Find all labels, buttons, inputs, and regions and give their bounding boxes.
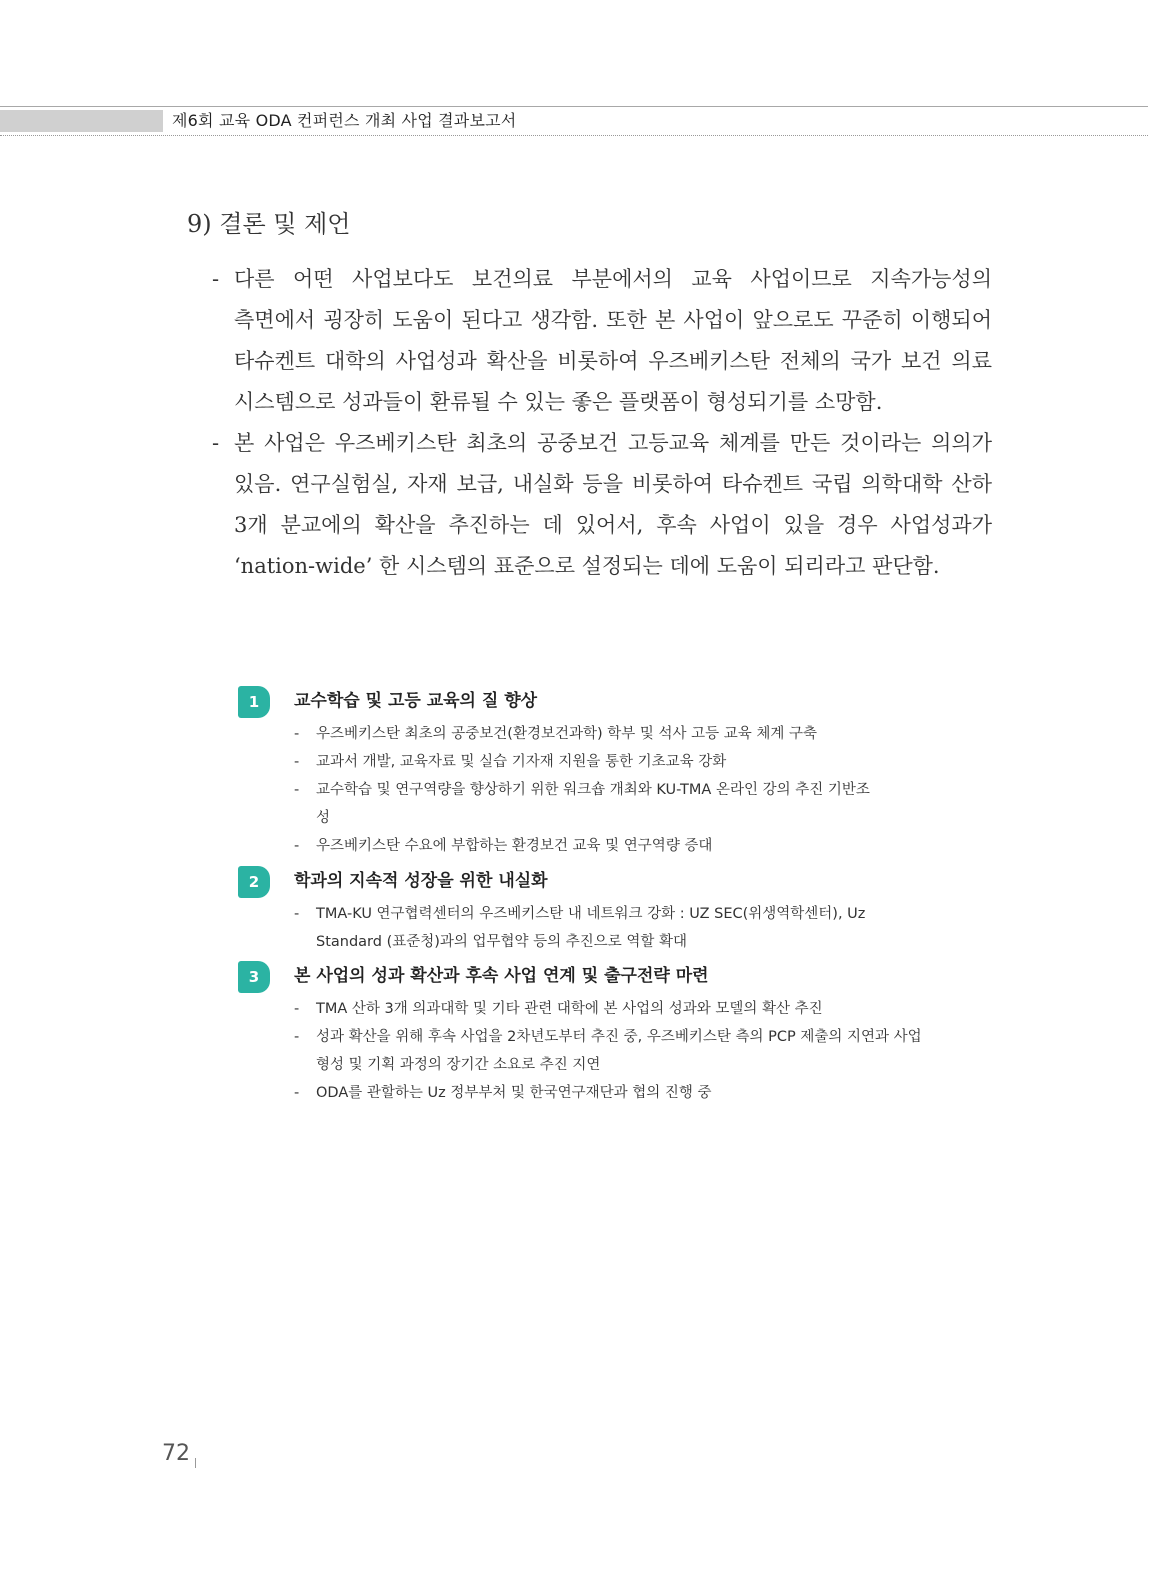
list-item [294,776,876,832]
list-item [294,720,934,748]
header-title: 제6회 교육 ODA 컨퍼런스 개최 사업 결과보고서 [172,111,517,130]
number-badge: 1 [238,686,270,718]
bullet-list [294,900,934,956]
list-item [294,1023,936,1079]
paragraph-dash: - [212,267,220,291]
bullet-text: 우즈베키스탄 수요에 부합하는 환경보건 교육 및 연구역량 증대 [316,838,713,854]
bullet-dash: - [294,754,300,770]
bullet-text: 교수학습 및 연구역량을 향상하기 위한 워크숍 개최와 KU-TMA 온라인 강의 추진 기반조성 [316,782,870,826]
conclusion-paragraph [212,259,992,423]
bullet-dash: - [294,1085,300,1101]
bullet-list [294,995,934,1107]
summary-item-title: 본 사업의 성과 확산과 후속 사업 연계 및 출구전략 마련 [294,966,709,986]
bullet-text: 성과 확산을 위해 후속 사업을 2차년도부터 추진 중, 우즈베키스탄 측의 PCP 제출의 지연과 사업 형성 및 기획 과정의 장기간 소요로 추진 지연 [316,1029,922,1073]
summary-item-title: 학과의 지속적 성장을 위한 내실화 [294,871,548,891]
bullet-dash: - [294,726,300,742]
bullet-text: TMA 산하 3개 의과대학 및 기타 관련 대학에 본 사업의 성과와 모델의 확산 추진 [316,1001,823,1017]
number-badge: 3 [238,961,270,993]
page-number: 72 [162,1441,190,1466]
list-item [294,748,934,776]
list-item [294,832,934,860]
section-heading: 9) 결론 및 제언 [187,210,351,238]
bullet-dash: - [294,906,300,922]
paragraph-text: 다른 어떤 사업보다도 보건의료 부분에서의 교육 사업이므로 지속가능성의 측면에서 굉장히 도움이 된다고 생각함. 또한 본 사업이 앞으로도 꾸준히 이행되어 타슈켄트 대학의 사업성과 확산을 비롯하여 우즈베키스탄 전체의 국가 보건 의료 시스템으로 성과들이 환류될 수 있는 좋은 플랫폼이 형성되기를 소망함. [234,267,992,414]
conclusion-paragraph [212,423,992,587]
bullet-text: ODA를 관할하는 Uz 정부부처 및 한국연구재단과 협의 진행 중 [316,1085,712,1101]
list-item [294,1079,934,1107]
list-item [294,995,934,1023]
bullet-dash: - [294,1029,300,1045]
bullet-list [294,720,934,860]
page-number-tick [195,1458,196,1468]
header-dotted-line [0,135,1148,136]
bullet-text: 교과서 개발, 교육자료 및 실습 기자재 지원을 통한 기초교육 강화 [316,754,727,770]
header-top-line [0,106,1148,107]
bullet-text: 우즈베키스탄 최초의 공중보건(환경보건과학) 학부 및 석사 고등 교육 체계 구축 [316,726,818,742]
paragraph-dash: - [212,431,220,455]
header-gray-bar [0,110,163,132]
list-item [294,900,916,956]
paragraph-text: 본 사업은 우즈베키스탄 최초의 공중보건 고등교육 체계를 만든 것이라는 의의가 있음. 연구실험실, 자재 보급, 내실화 등을 비롯하여 타슈켄트 국립 의학대학 산하 3개 분교에의 확산을 추진하는 데 있어서, 후속 사업이 있을 경우 사업성과가 ‘nation-wide’ 한 시스템의 표준으로 설정되는 데에 도움이 되리라고 판단함. [234,431,992,578]
bullet-dash: - [294,838,300,854]
number-badge: 2 [238,866,270,898]
bullet-text: TMA-KU 연구협력센터의 우즈베키스탄 내 네트워크 강화 : UZ SEC(위생역학센터), Uz Standard (표준청)과의 업무협약 등의 추진으로 역할 확대 [316,906,866,950]
summary-item-title: 교수학습 및 고등 교육의 질 향상 [294,691,538,711]
bullet-dash: - [294,782,300,798]
bullet-dash: - [294,1001,300,1017]
